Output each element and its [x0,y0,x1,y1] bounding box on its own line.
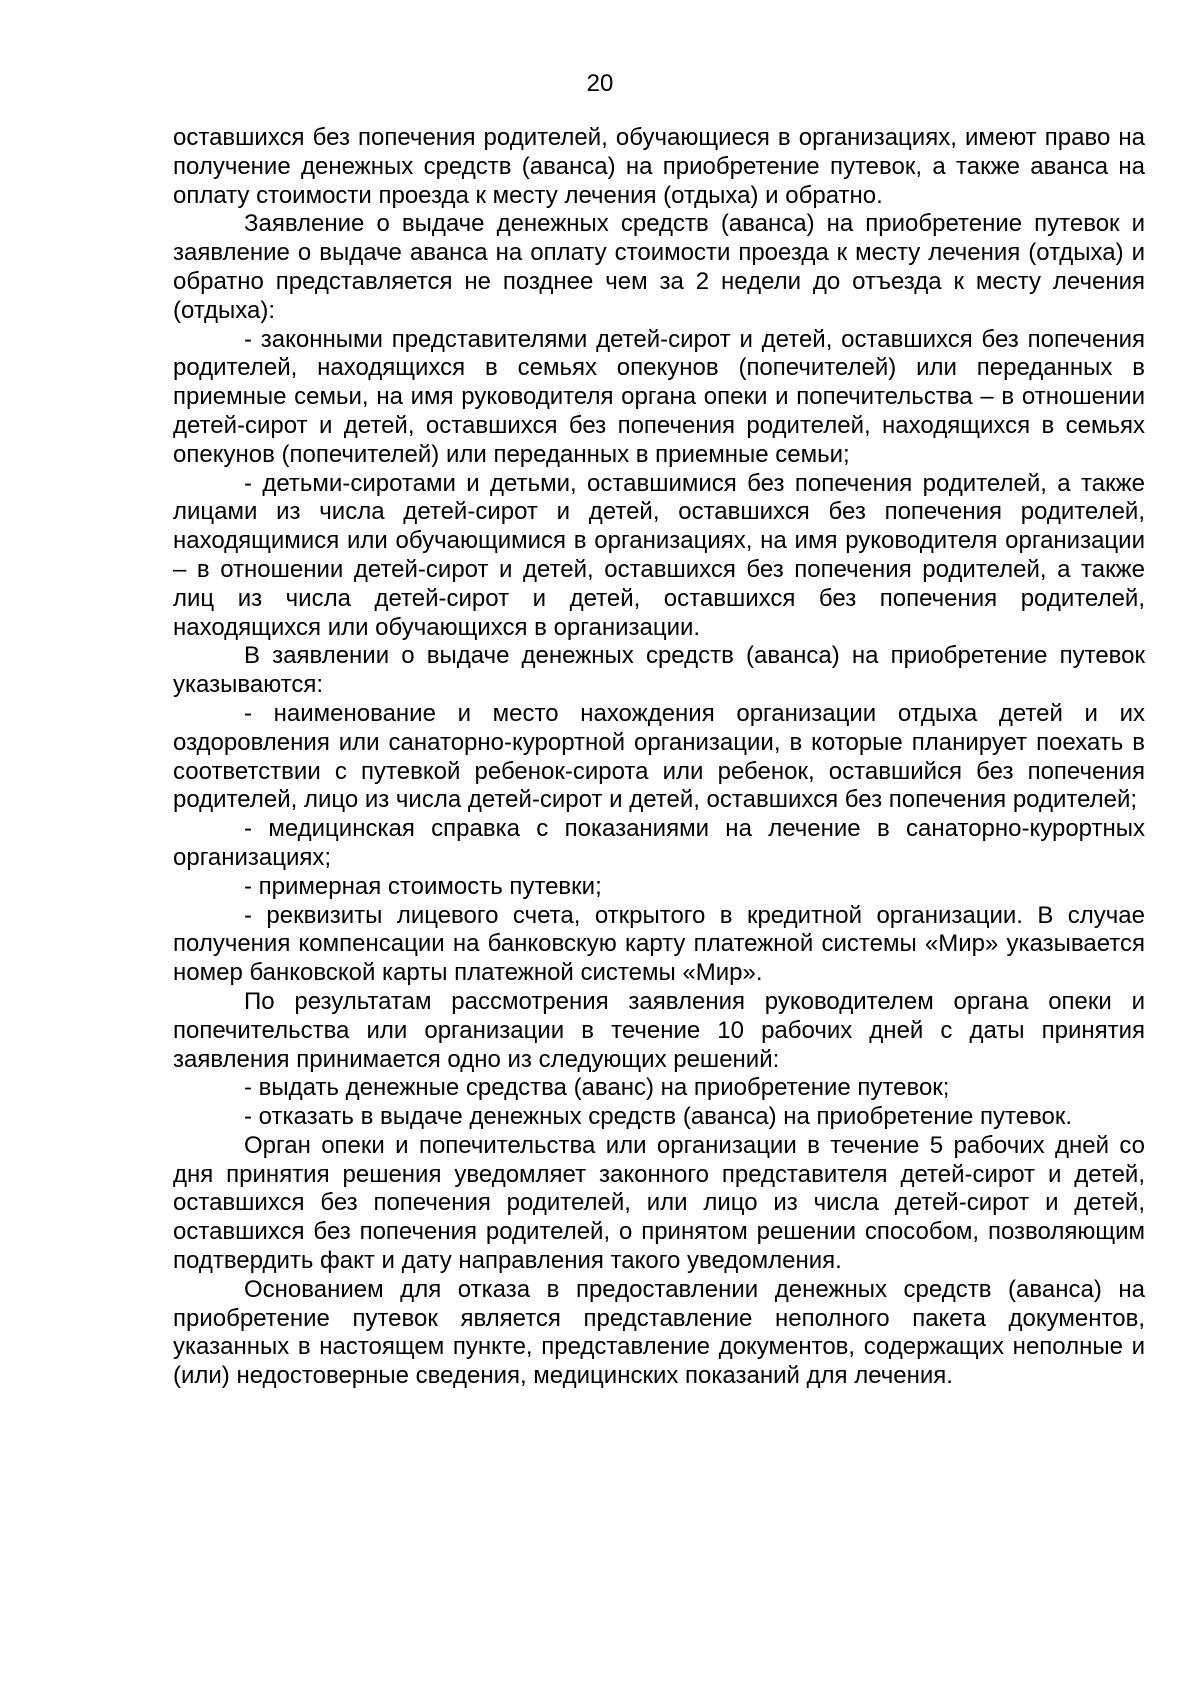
list-item: - реквизиты лицевого счета, открытого в кредитной организации. В случае получения компенсации на банковскую карту платежной системы «Мир» указывается номер банковской карты платежной системы «Мир». [173,901,1145,987]
list-item: - отказать в выдаче денежных средств (аванса) на приобретение путевок. [244,1103,1073,1131]
list-item: - примерная стоимость путевки; [244,872,602,900]
paragraph: В заявлении о выдаче денежных средств (аванса) на приобретение путевок указываются: [173,642,1145,699]
paragraph: Основанием для отказа в предоставлении денежных средств (аванса) на приобретение путевок является представление неполного пакета документов, указанных в настоящем пункте, представление документов, содержащих неполные и (или) недостоверные сведения, медицинских показаний для лечения. [173,1275,1145,1390]
list-item: - выдать денежные средства (аванс) на приобретение путевок; [244,1074,950,1102]
list-item: - законными представителями детей-сирот и детей, оставшихся без попечения родителей, находящихся в семьях опекунов (попечителей) или переданных в приемные семьи, на имя руководителя органа опеки и попечительства – в отношении детей-сирот и детей, оставшихся без попечения родителей, находящихся в семьях опекунов (попечителей) или переданных в приемные семьи; [173,325,1145,468]
paragraph: оставшихся без попечения родителей, обучающиеся в организациях, имеют право на получение денежных средств (аванса) на приобретение путевок, а также аванса на оплату стоимости проезда к месту лечения (отдыха) и обратно. [173,124,1145,209]
list-item: - медицинская справка с показаниями на лечение в санаторно-курортных организациях; [173,815,1145,871]
document-body [173,124,1145,1391]
list-item: - детьми-сиротами и детьми, оставшимися без попечения родителей, а также лицами из числа детей-сирот и детей, оставшихся без попечения родителей, находящимися или обучающимися в организациях, на имя руководителя организации – в отношении детей-сирот и детей, оставшихся без попечения родителей, а также лиц из числа детей-сирот и детей, оставшихся без попечения родителей, находящихся или обучающихся в организации. [173,469,1145,641]
page-number: 20 [586,70,614,97]
paragraph: Орган опеки и попечительства или организации в течение 5 рабочих дней со дня принятия решения уведомляет законного представителя детей-сирот и детей, оставшихся без попечения родителей, или лицо из числа детей-сирот и детей, оставшихся без попечения родителей, о принятом решении способом, позволяющим подтвердить факт и дату направления такого уведомления. [173,1131,1145,1275]
paragraph: По результатам рассмотрения заявления руководителем органа опеки и попечительства или организации в течение 10 рабочих дней с даты принятия заявления принимается одно из следующих решений: [173,987,1145,1073]
paragraph: Заявление о выдаче денежных средств (аванса) на приобретение путевок и заявление о выдаче аванса на оплату стоимости проезда к месту лечения (отдыха) и обратно представляется не позднее чем за 2 недели до отъезда к месту лечения (отдыха): [173,210,1145,324]
list-item: - наименование и место нахождения организации отдыха детей и их оздоровления или санаторно-курортной организации, в которые планирует поехать в соответствии с путевкой ребенок-сирота или ребенок, оставшийся без попечения родителей, лицо из числа детей-сирот и детей, оставшихся без попечения родителей; [173,699,1145,814]
